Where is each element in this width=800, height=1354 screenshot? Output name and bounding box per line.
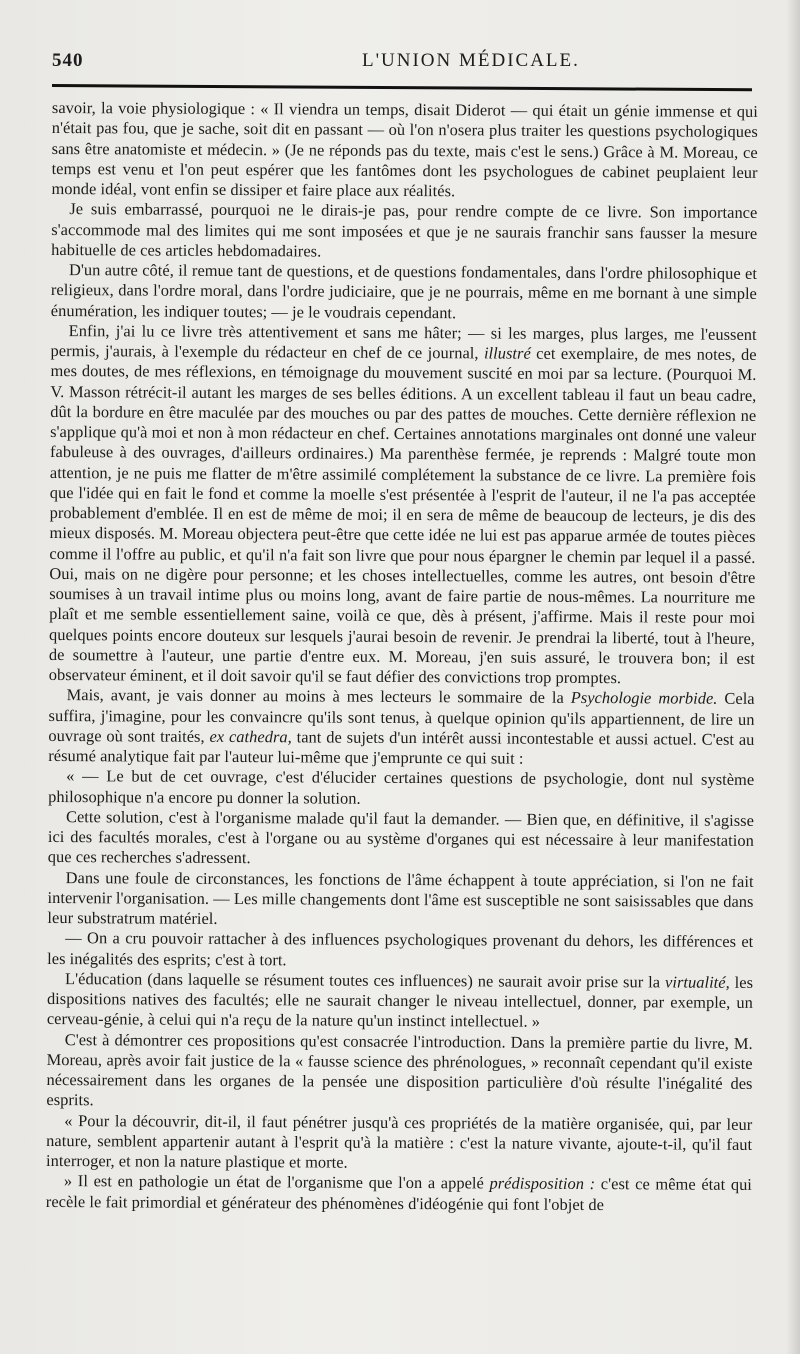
page-number: 540 xyxy=(52,50,84,71)
paragraph xyxy=(46,1171,752,1215)
paragraph xyxy=(48,807,754,872)
italic-book-title: Psychologie morbide. xyxy=(570,688,718,708)
italic-word: illustré xyxy=(483,343,531,363)
page-header xyxy=(52,50,758,80)
page-edge-shadow xyxy=(786,0,800,1354)
paragraph-text: « — Le but de cet ouvrage, c'est d'élucider certaines questions de psychologie, dont nul système philosophique n'a encore pu donner la solution. xyxy=(48,766,755,808)
italic-phrase: ex cathedra, xyxy=(209,726,292,747)
paragraph xyxy=(48,685,754,770)
paragraph-text: Je suis embarrassé, pourquoi ne le dirais-je pas, pour rendre compte de ce livre. Son importance s'accommode mal des limites qui me sont imposées et que je ne saurais franchir sans fausser la mesure habituelle de ces articles hebdomadaires. xyxy=(51,199,758,261)
italic-word: prédisposition : xyxy=(489,1173,596,1194)
article-body xyxy=(46,98,758,1216)
paragraph xyxy=(49,321,757,689)
paragraph-text: Cette solution, c'est à l'organisme malade qu'il faut la demander. — Bien que, en définitive, il s'agisse ici des facultés morales, c'est à l'organe ou au système d'organes qui est nécessaire à leur manifestation que ces recherches s'adressent. xyxy=(47,806,755,868)
paragraph-text: » Il est en pathologie un état de l'organisme que l'on a appelé xyxy=(63,1171,490,1193)
paragraph-text: tant de sujets d'un intérêt aussi incontestable et aussi actuel. C'est au résumé analytique fait par l'auteur lui-même que j'emprunte ce qui suit : xyxy=(48,727,755,768)
paragraph-text: C'est à démontrer ces propositions qu'est consacrée l'introduction. Dans la première partie du livre, M. Moreau, après avoir fait justice de la « fausse science des phrénologues, » reconnaît cependant qu'il existe nécessairement dans les organes de la pensée une disposition particulière d'où résulte l'inégalité des esprits. xyxy=(46,1029,753,1110)
paragraph xyxy=(47,867,753,932)
paragraph-text: savoir, la voie physiologique : « Il viendra un temps, disait Diderot — qui était un génie immense et qui n'était pas fou, que je sache, soit dit en passant — où l'on n'osera plus traiter les questions psychologiques sans être anatomiste et médecin. » (Je ne réponds pas du texte, mais c'est le sens.) Grâce à M. Moreau, ce temps est venu et l'on peut espérer que les fantômes dont les psychologues de cabinet peuplaient leur monde idéal, vont enfin se dissiper et faire place aux réalités. xyxy=(51,98,758,201)
running-title: L'UNION MÉDICALE. xyxy=(362,50,580,71)
paragraph-text: Dans une foule de circonstances, les fonctions de l'âme échappent à toute appréciation, si l'on ne fait intervenir l'organisation. — Les mille changements dont l'âme est susceptible ne sont saisissables que dans leur substratrum matériel. xyxy=(47,867,754,928)
paragraph xyxy=(46,1029,752,1114)
paragraph-text: D'un autre côté, il remue tant de questions, et de questions fondamentales, dans l'ordre philosophique et religieux, dans l'ordre moral, dans l'ordre judiciaire, que je ne pourrais, même en me bornant à une simple énumération, les indiquer toutes; — je le voudrais cependant. xyxy=(50,260,758,322)
paragraph xyxy=(48,766,754,810)
header-rule xyxy=(52,84,752,91)
paragraph-text: c'est ce même état qui recèle le fait primordial et générateur des phénomènes d'idéogénie qui font l'objet de xyxy=(45,1174,752,1214)
italic-word: virtualité, xyxy=(664,972,730,992)
paragraph-text: « Pour la découvrir, dit-il, il faut pénétrer jusqu'à ces propriétés de la matière organisée, qui, par leur nature, semblent appartenir autant à l'esprit qu'à la matière : c'est la nature vivante, ajoute-t-il, qu'il faut interroger, et non la nature plastique et morte. xyxy=(46,1110,753,1172)
paragraph-text: Cela suffira, j'imagine, pour les convaincre qu'ils sont tenus, à quelque opinion qu'ils appartiennent, de lire un ouvrage où sont traités, xyxy=(48,688,755,746)
paragraph xyxy=(47,928,753,972)
paragraph-text: les dispositions natives des facultés; elle ne saurait changer le niveau intellectuel, donner, par exemple, un cerveau-génie, à celui qui n'a reçu de la nature qu'un instinct intellectuel. » xyxy=(46,972,754,1031)
paragraph xyxy=(46,1110,752,1175)
paragraph xyxy=(47,969,753,1034)
paragraph xyxy=(51,260,757,325)
paragraph-text: cet exemplaire, de mes notes, de mes doutes, de mes réflexions, en témoignage du mouvement suscité en moi par sa lecture. (Pourquoi M. V. Masson rétrécit-il autant les marges de ses belles éditions. A un excellent tableau il faut un beau cadre, dût la bordure en être maculée par des mouches ou par des pattes de mouches. Cette dernière réflexion ne s'applique qu'à moi et non à mon rédacteur en chef. Certaines annotations marginales ont donné une valeur fabuleuse à des ouvrages, d'ailleurs ordinaires.) Ma parenthèse fermée, je reprends : Malgré toute mon attention, je ne puis me flatter de m'être assimilé complétement la substance de ce livre. La première fois que l'idée qui en fait le fond et comme la moelle s'est présentée à l'esprit de l'auteur, il ne l'a pas acceptée probablement d'emblée. Il en est de même de moi; il en sera de même de beaucoup de lecteurs, je dis des mieux disposés. M. Moreau objectera peut-être que cette idée ne lui est pas apparue armée de toutes pièces comme il l'offre au public, et qu'il n'a fait son livre que pour nous épargner le chemin par lequel il a passé. Oui, mais on ne digère pour personne; et les choses intellectuelles, comme les autres, ont besoin d'être soumises à un travail intime plus ou moins long, avant de faire partie de nous-mêmes. La nourriture me plaît et me semble essentiellement saine, voilà ce que, dès à présent, j'affirme. Mais il reste pour moi quelques points encore douteux sur lesquels j'aurai besoin de revenir. Je prendrai la liberté, tout à l'heure, de soumettre à l'auteur, une partie d'entre eux. M. Moreau, j'en suis assuré, le trouvera bon; il est observateur éminent, et il doit savoir qu'il se faut défier des convictions trop promptes. xyxy=(48,343,757,688)
paragraph xyxy=(51,199,757,264)
paragraph-text: Enfin, j'ai lu ce livre très attentivement et sans me hâter; — si les marges, plus larges, me l'eussent permis, j'aurais, à l'exemple du rédacteur en chef de ce journal, xyxy=(50,320,757,363)
paragraph-text: — On a cru pouvoir rattacher à des influences psychologiques provenant du dehors, les différences et les inégalités des esprits; c'est à tort. xyxy=(47,928,754,969)
paragraph-text: L'éducation (dans laquelle se résument toutes ces influences) ne saurait avoir prise sur la xyxy=(65,968,666,992)
paragraph-text: Mais, avant, je vais donner au moins à mes lecteurs le sommaire de la xyxy=(66,685,571,708)
paragraph xyxy=(51,98,758,203)
